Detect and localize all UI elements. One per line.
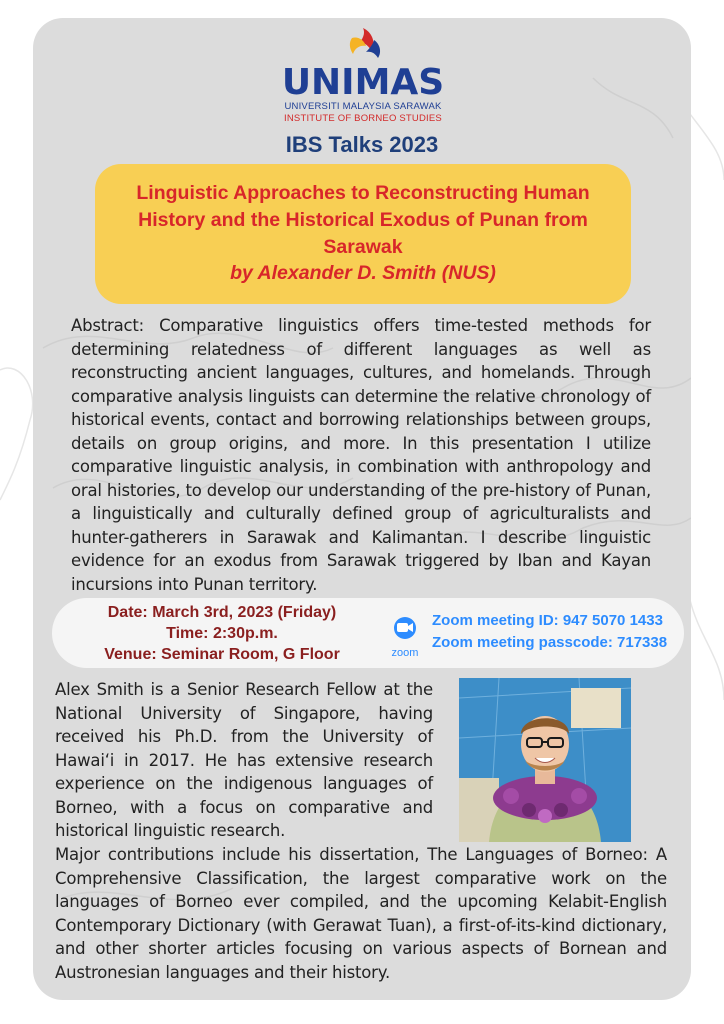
event-time: Time: 2:30p.m. xyxy=(166,625,278,642)
abstract-text: Abstract: Comparative linguistics offers time-tested methods for determining relatedness of different languages as well as reconstructing ancient languages, cultures, and homelands. Through comparative analysis linguists can determine the relative chronology of historical events, contact and borrowing relationships between groups, details on group origins, and more. In this presentation I utilize comparative linguistic analysis, in combination with anthropology and oral histories, to develop our understanding of the pre-history of Punan, a linguistically and culturally defined group of agriculturalists and hunter-gatherers in Sarawak and Kalimantan. I describe linguistic evidence for an exodus from Sarawak triggered by Iban and Kayan incursions into Punan territory. xyxy=(71,316,651,594)
speaker-portrait-illustration xyxy=(459,678,631,842)
speaker-photo xyxy=(459,678,631,842)
talk-title-box xyxy=(95,164,631,304)
event-venue: Venue: Seminar Room, G Floor xyxy=(104,646,340,663)
zoom-meeting-passcode: Zoom meeting passcode: 717338 xyxy=(432,634,668,651)
talk-speaker: by Alexander D. Smith (NUS) xyxy=(230,262,496,284)
event-series-title: IBS Talks 2023 xyxy=(285,132,439,157)
zoom-meeting-id: Zoom meeting ID: 947 5070 1433 xyxy=(432,612,663,629)
speaker-bio-part1: Alex Smith is a Senior Research Fellow at the National University of Singapore, having received his Ph.D. from the University of Hawaiʻi in 2017. He has extensive research experience on the indigenous languages of Borneo, with a focus on comparative and historical linguistic research. xyxy=(55,680,433,840)
logo-mark-icon xyxy=(338,26,388,62)
talk-title-line: Sarawak xyxy=(323,236,403,258)
logo-university: UNIVERSITI MALAYSIA SARAWAK xyxy=(284,101,442,112)
talk-title xyxy=(105,180,621,261)
speaker-bio-part2: Major contributions include his dissertation, The Languages of Borneo: A Comprehensive Classification, the largest comparative work on the languages of Borneo ever compiled, and the upcoming Kelabit-English Contemporary Dictionary (with Gerawat Tuan), a first-of-its-kind dictionary, and other shorter articles focusing on various aspects of Bornean and Austronesian languages and their history. xyxy=(55,845,667,982)
talk-title-line: History and the Historical Exodus of Punan from xyxy=(138,209,588,231)
zoom-camera-icon xyxy=(385,614,425,644)
zoom-label: zoom xyxy=(391,647,419,659)
logo-institute: INSTITUTE OF BORNEO STUDIES xyxy=(284,113,442,124)
zoom-details xyxy=(432,610,691,654)
talk-title-line: Linguistic Approaches to Reconstructing Human xyxy=(136,182,590,204)
unimas-logo xyxy=(258,26,468,126)
poster-card xyxy=(33,18,691,1000)
event-date: Date: March 3rd, 2023 (Friday) xyxy=(107,604,337,621)
logo-wordmark: UNIMAS xyxy=(281,62,445,103)
zoom-icon xyxy=(385,614,425,658)
event-schedule xyxy=(72,602,372,665)
event-details-box xyxy=(52,598,684,668)
